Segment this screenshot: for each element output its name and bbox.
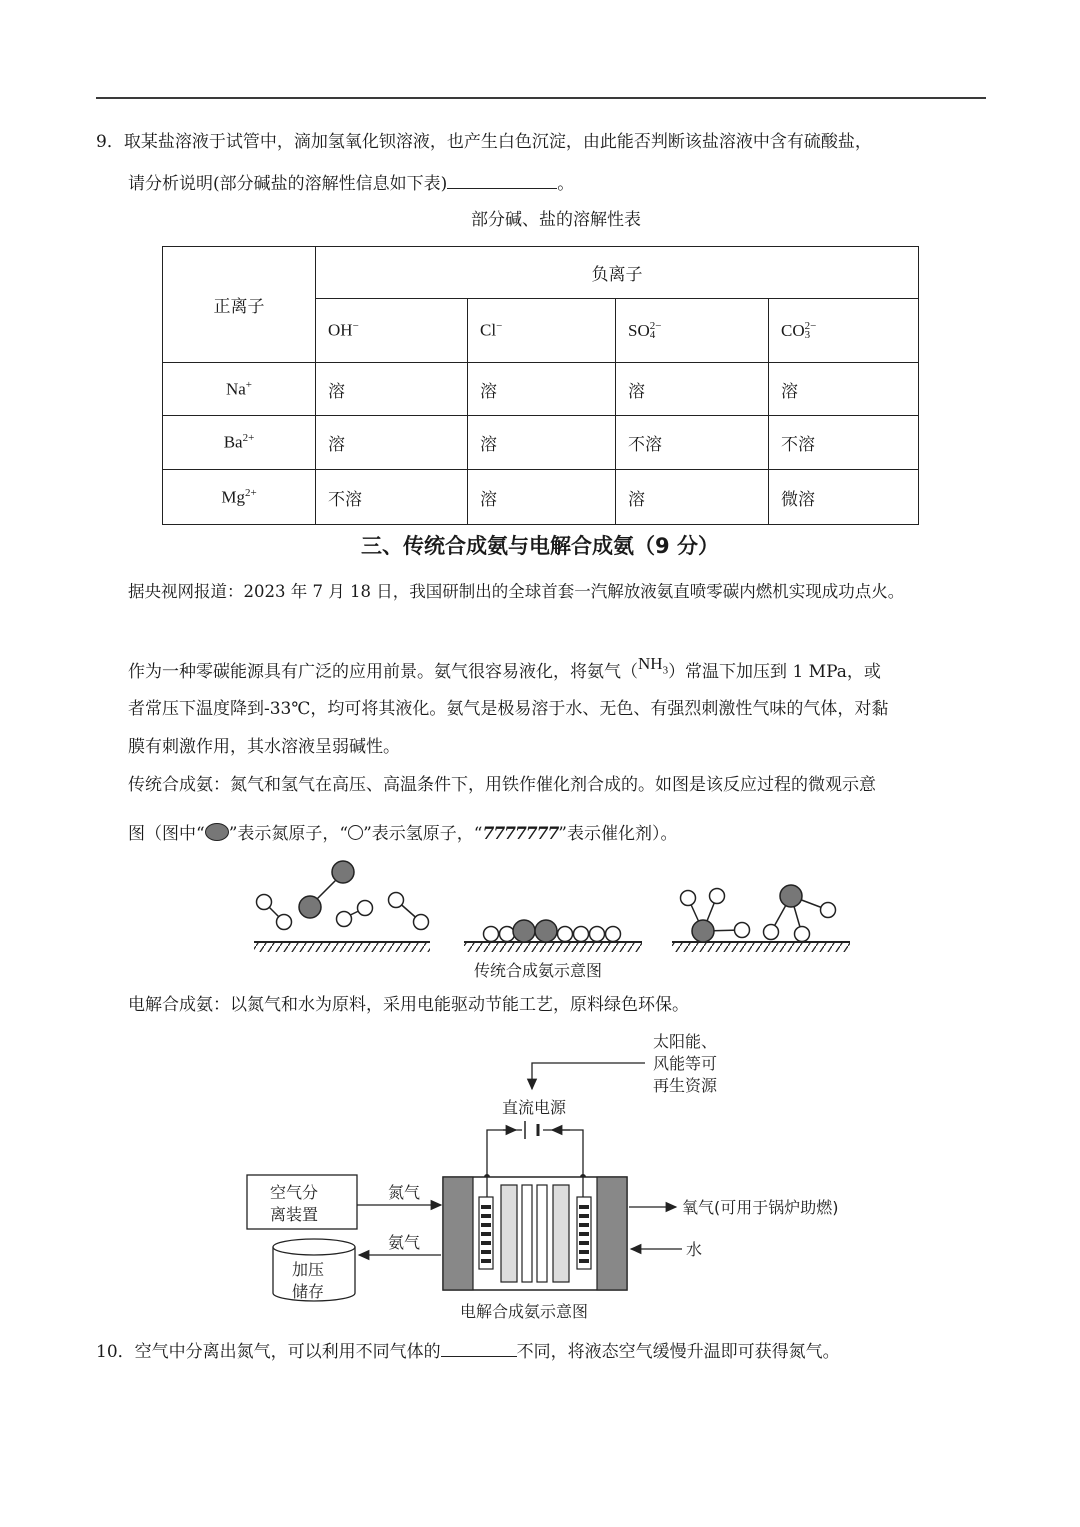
catalyst-hatch-icon: 7777777 xyxy=(482,824,559,844)
anion-cell: CO2− 3 xyxy=(769,299,919,363)
paragraph-line: 膜有刺激作用，其水溶液呈弱碱性。 xyxy=(128,737,400,757)
stage-2-adsorbed-atoms xyxy=(484,920,621,942)
paragraph-line: 作为一种零碳能源具有广泛的应用前景。氨气很容易液化，将氨气$(NH_3)$常温下加压到 1 MPa，或 xyxy=(128,654,881,682)
anion-header: 负离子 xyxy=(316,247,919,299)
power-source-label: 直流电源 xyxy=(502,1098,567,1117)
solubility-cell: 微溶 xyxy=(769,470,919,525)
anion-cell: OH− xyxy=(316,299,468,363)
circuit-wires xyxy=(487,1121,583,1177)
renewable-label-line2: 风能等可 xyxy=(653,1054,718,1073)
figure-2-caption: 电解合成氨示意图 xyxy=(460,1302,589,1321)
question-10: 10．空气中分离出氮气，可以利用不同气体的 不同，将液态空气缓慢升温即可获得氮气。 xyxy=(96,1338,840,1364)
catalyst-surface xyxy=(254,942,850,952)
header-rule xyxy=(96,97,986,99)
question-number: 10． xyxy=(96,1342,135,1362)
question-text: 请分析说明(部分碱盐的溶解性信息如下表) xyxy=(128,174,448,194)
question-9-line1 xyxy=(96,130,872,154)
legend-line: 图（图中“ ”表示氮原子，“ ”表示氢原子，“7777777”表示催化剂）。 xyxy=(128,824,678,844)
stage-3-ammonia-molecules xyxy=(681,885,836,942)
renewable-label-line1: 太阳能、 xyxy=(653,1032,718,1051)
solubility-cell: 溶 xyxy=(616,470,769,525)
storage-label-line2: 储存 xyxy=(292,1282,325,1301)
table-row xyxy=(163,363,919,416)
solubility-cell: 溶 xyxy=(316,363,468,416)
question-text: 取某盐溶液于试管中，滴加氢氧化钡溶液，也产生白色沉淀，由此能否判断该盐溶液中含有硫酸盐， xyxy=(123,132,872,152)
paragraph-line: 者常压下温度降到-33℃，均可将其液化。氨气是极易溶于水、无色、有强烈刺激性气味的气体，对黏 xyxy=(128,699,889,719)
cation-cell: $Mg^{2+}$ xyxy=(163,470,316,525)
answer-blank[interactable] xyxy=(441,1338,517,1357)
paragraph-line: 电解合成氨：以氮气和水为原料，采用电能驱动节能工艺，原料绿色环保。 xyxy=(128,995,689,1015)
figure-1-caption: 传统合成氨示意图 xyxy=(474,961,603,980)
cation-cell: $Ba^{2+}$ xyxy=(163,416,316,470)
hydrogen-atom-icon xyxy=(348,825,363,840)
solubility-cell: 不溶 xyxy=(616,416,769,470)
section-title: 三、传统合成氨与电解合成氨（9 分） xyxy=(361,534,719,558)
storage-label-line1: 加压 xyxy=(292,1260,325,1279)
air-separation-label-line1: 空气分 xyxy=(270,1183,319,1202)
solubility-cell: 不溶 xyxy=(316,470,468,525)
question-number: 9． xyxy=(96,132,124,152)
solubility-cell: 溶 xyxy=(468,363,616,416)
electrolysis-diagram xyxy=(240,1025,890,1330)
table-caption: 部分碱、盐的溶解性表 xyxy=(471,210,641,230)
oxygen-label: 氧气(可用于锅炉助燃) xyxy=(682,1198,839,1217)
air-separation-label-line2: 离装置 xyxy=(270,1205,319,1224)
ammonia-formula: $NH_3$ xyxy=(638,654,669,677)
solubility-cell: 不溶 xyxy=(769,416,919,470)
anion-cell: Cl− xyxy=(468,299,616,363)
nitrogen-atom-icon xyxy=(205,823,229,841)
ammonia-label: 氨气 xyxy=(388,1233,421,1252)
nitrogen-label: 氮气 xyxy=(388,1183,421,1202)
solubility-cell: 溶 xyxy=(616,363,769,416)
electrolytic-cell xyxy=(443,1177,627,1290)
solubility-cell: 溶 xyxy=(468,416,616,470)
answer-blank[interactable] xyxy=(447,170,557,189)
cation-header: 正离子 xyxy=(163,247,316,363)
renewable-arrow xyxy=(532,1063,645,1089)
question-9-line2 xyxy=(128,170,574,196)
anion-cell: SO2− 4 xyxy=(616,299,769,363)
solubility-cell: 溶 xyxy=(769,363,919,416)
renewable-label-line3: 再生资源 xyxy=(653,1076,718,1095)
table-row xyxy=(163,416,919,470)
cation-cell: Na+ xyxy=(163,363,316,416)
solubility-table xyxy=(162,246,919,525)
solubility-cell: 溶 xyxy=(316,416,468,470)
news-paragraph: 据央视网报道：2023 年 7 月 18 日，我国研制出的全球首套一汽解放液氨直喷零碳内燃机实现成功点火。 xyxy=(128,582,905,601)
table-row xyxy=(163,470,919,525)
water-label: 水 xyxy=(686,1240,703,1259)
stage-1-molecules xyxy=(257,861,429,930)
paragraph-line: 传统合成氨：氮气和氢气在高压、高温条件下，用铁作催化剂合成的。如图是该反应过程的微观示意 xyxy=(128,775,876,795)
punctuation: 。 xyxy=(557,174,575,194)
solubility-cell: 溶 xyxy=(468,470,616,525)
